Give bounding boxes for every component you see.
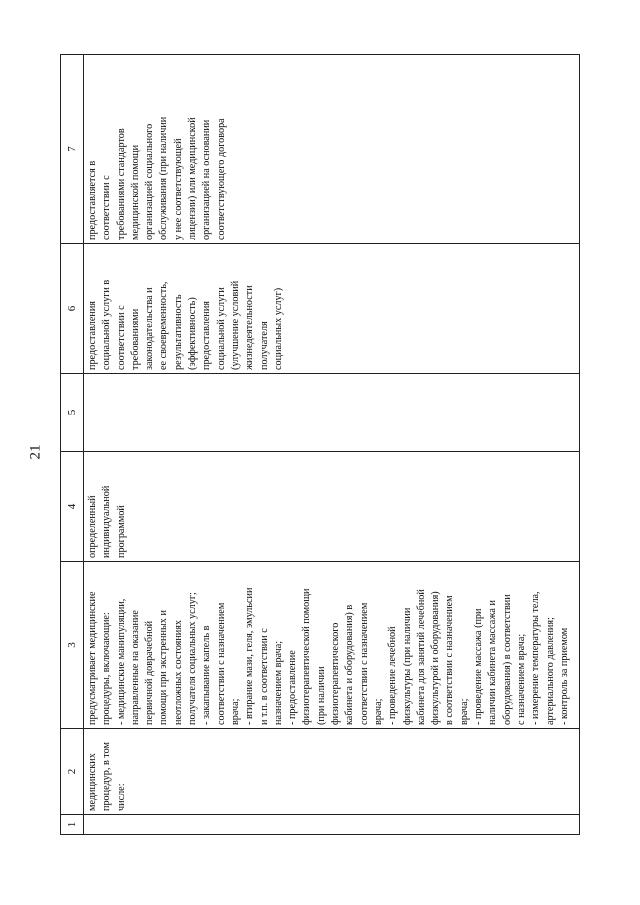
cell-text-line: медицинской помощи [129, 144, 141, 240]
header-col-1: 1 [61, 815, 84, 835]
cell-text-line: соответствии с назначением [215, 602, 227, 725]
cell-text-line: процедуры, включающие: [101, 612, 113, 725]
cell-text-line: лицензии) или медицинской [187, 117, 199, 240]
header-col-6: 6 [61, 244, 84, 374]
cell-text-line: предоставления [201, 301, 213, 370]
cell-text-line: законодательства и [144, 287, 156, 370]
cell-text-line: соответствии с [115, 305, 127, 370]
header-col-2: 2 [61, 729, 84, 815]
cell-service-description [84, 562, 580, 729]
cell-text-line: предусматривает медицинские [87, 591, 98, 725]
services-table [60, 54, 580, 835]
cell-text-line: жизнедеятельности [244, 285, 256, 370]
cell-text-line: с назначением врача; [515, 633, 527, 725]
cell-conditions [84, 55, 580, 244]
cell-text-line: - контроль за приемом [558, 627, 570, 725]
cell-text-line: и т.п. в соответствии с [258, 628, 270, 725]
cell-text-line: ее своевременность, [158, 281, 170, 370]
header-col-4: 4 [61, 452, 84, 562]
cell-text-line: врача; [458, 698, 470, 725]
cell-text-line: числе: [115, 783, 127, 811]
page-number: 21 [27, 444, 44, 460]
header-col-3: 3 [61, 562, 84, 729]
cell-text-line: индивидуальной [101, 485, 113, 558]
table-header-row [61, 55, 84, 835]
cell-text-line: физкультурой и оборудования) [430, 591, 442, 725]
cell-text-line: процедур, в том [101, 742, 113, 811]
cell-text-line: физиотерапевтического [330, 622, 342, 725]
services-table-rotated [60, 55, 580, 835]
cell-service-name [84, 729, 580, 815]
cell-text-line: получателя [258, 321, 270, 370]
header-col-7: 7 [61, 55, 84, 244]
cell-text-line: социальной услуги в [101, 279, 113, 370]
header-col-5: 5 [61, 374, 84, 452]
cell-text-line: первичной доврачебной [144, 620, 156, 725]
cell-text-line: врача; [229, 698, 241, 725]
cell-text-line: - предоставление [287, 650, 299, 725]
cell-text-line: артериального давления; [544, 617, 556, 725]
cell-text-line: физкультуры (при наличии [401, 607, 413, 725]
cell-text-line: (эффективность) [187, 297, 199, 370]
cell-text-line: результативность [172, 294, 184, 370]
cell-text-line: неотложных состояниях [172, 619, 184, 725]
cell-text-line: кабинета и оборудования) в [344, 604, 356, 725]
cell-text-line: предоставляется в [87, 160, 98, 240]
cell-text-line: врача; [372, 698, 384, 725]
cell-text-line: соответствии с назначением [358, 602, 370, 725]
cell-text-line: медицинских [87, 753, 98, 811]
cell-text-line: - проведение лечебной [387, 626, 399, 725]
cell-text-line: (улучшение условий [229, 280, 241, 370]
cell-text-line: социальных услуг) [272, 287, 284, 370]
cell-text-line: физиотерапевтической помощи [301, 588, 313, 725]
cell-text-line: - измерение температуры тела, [530, 591, 542, 725]
cell-service-volume [84, 452, 580, 562]
cell-text-line: определенный [87, 495, 98, 558]
cell-text-line: наличии кабинета массажа и [487, 600, 499, 725]
cell-text-line: - втирание мази, геля, эмульсии [244, 587, 256, 725]
cell-text-line: - медицинские манипуляции, [115, 598, 127, 725]
cell-text-line: помощи при экстренных и [158, 610, 170, 725]
cell-text-line: обслуживания (при наличии [158, 116, 170, 240]
cell-text-line: - проведение массажа (при [473, 608, 485, 725]
cell-text-line: требованиями [129, 308, 141, 370]
cell-text-line: предоставления [87, 301, 98, 370]
cell-text-line: социальной услуги [215, 287, 227, 370]
cell-col-5 [84, 374, 580, 452]
cell-text-line: кабинета для занятий лечебной [415, 589, 427, 725]
cell-text-line: оборудования) в соответствии [501, 594, 513, 725]
cell-text-line: назначением врача; [272, 640, 284, 725]
cell-text-line: соответствии с [101, 175, 113, 240]
cell-quality-indicators [84, 244, 580, 374]
cell-text-line: получателя социальных услуг; [187, 592, 199, 725]
cell-text-line: программой [115, 505, 127, 558]
cell-text-line: у нее соответствующей [172, 138, 184, 240]
table-row [84, 55, 580, 835]
cell-text-line: (при наличии [315, 666, 327, 725]
cell-text-line: организацией социального [144, 123, 156, 240]
cell-text-line: организацией на основании [201, 119, 213, 240]
cell-text-line: требованиями стандартов [115, 128, 127, 240]
cell-text-line: соответствующего договора [215, 118, 227, 240]
cell-text-line: направленные на оказание [129, 610, 141, 725]
cell-text-line: в соответствии с назначением [444, 595, 456, 725]
cell-col-1 [84, 815, 580, 835]
cell-text-line: - закапывание капель в [201, 625, 213, 725]
